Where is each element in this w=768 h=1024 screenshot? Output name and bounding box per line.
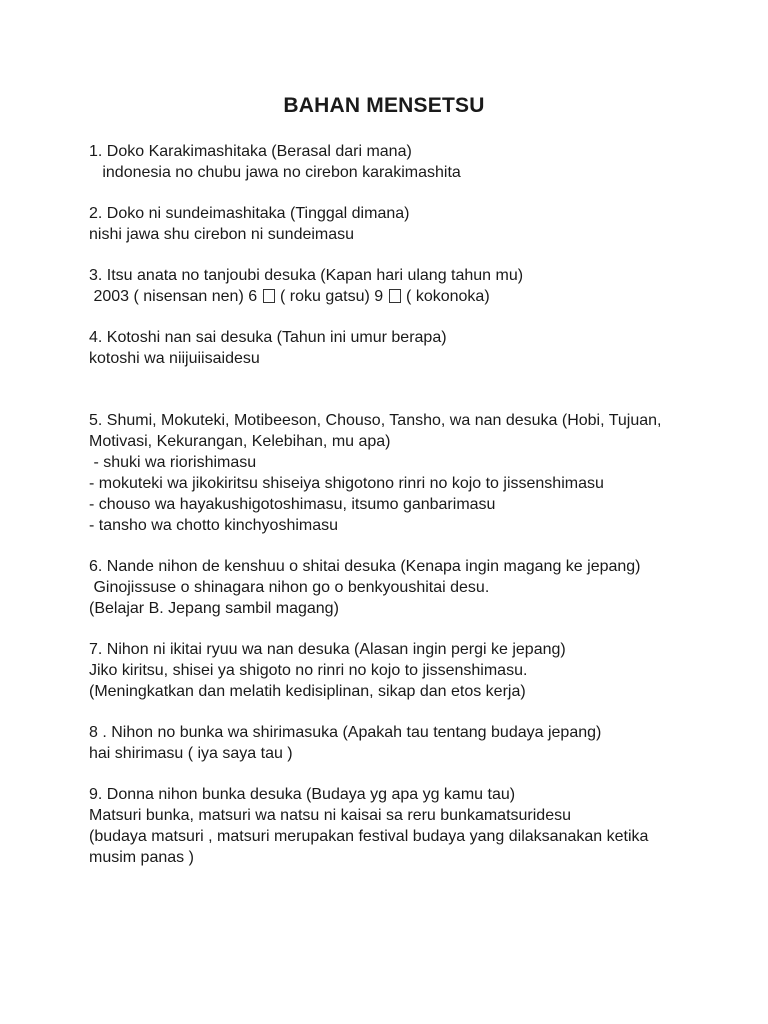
answer-text: Jiko kiritsu, shisei ya shigoto no rinri no kojo to jissenshimasu. [89, 662, 528, 679]
date-part-year-month: 2003 ( nisensan nen) 6 [89, 288, 262, 305]
answer-text: indonesia no chubu jawa no cirebon karakimashita [89, 164, 461, 181]
question-6 [89, 556, 689, 619]
missing-glyph-box-icon [263, 289, 275, 303]
question-text: 4. Kotoshi nan sai desuka (Tahun ini umur berapa) [89, 329, 447, 346]
page-title: BAHAN MENSETSU [283, 94, 485, 117]
answer-text: kotoshi wa niijuiisaidesu [89, 350, 260, 367]
answer-text: nishi jawa shu cirebon ni sundeimasu [89, 226, 355, 243]
document-body [89, 141, 689, 888]
question-text: 8 . Nihon no bunka wa shirimasuka (Apakah tau tentang budaya jepang) [89, 724, 602, 741]
answer-item: - chouso wa hayakushigotoshimasu, itsumo ganbarimasu [89, 496, 496, 513]
question-text: 6. Nande nihon de kenshuu o shitai desuka (Kenapa ingin magang ke jepang) [89, 558, 641, 575]
question-text: 3. Itsu anata no tanjoubi desuka (Kapan hari ulang tahun mu) [89, 267, 524, 284]
question-1 [89, 141, 689, 183]
date-part-day: ( kokonoka) [401, 288, 490, 305]
question-text: 1. Doko Karakimashitaka (Berasal dari mana) [89, 143, 412, 160]
question-4 [89, 327, 689, 369]
question-7 [89, 639, 689, 702]
answer-item: - tansho wa chotto kinchyoshimasu [89, 517, 339, 534]
answer-text: Ginojissuse o shinagara nihon go o benkyoushitai desu. [89, 579, 490, 596]
question-2 [89, 203, 689, 245]
answer-translation: (Belajar B. Jepang sambil magang) [89, 600, 339, 617]
question-text: 2. Doko ni sundeimashitaka (Tinggal dimana) [89, 205, 410, 222]
question-9 [89, 784, 689, 868]
date-part-month-day: ( roku gatsu) 9 [275, 288, 388, 305]
answer-text: hai shirimasu ( iya saya tau ) [89, 745, 293, 762]
question-text: 7. Nihon ni ikitai ryuu wa nan desuka (Alasan ingin pergi ke jepang) [89, 641, 566, 658]
question-text: 9. Donna nihon bunka desuka (Budaya yg apa yg kamu tau) [89, 786, 516, 803]
missing-glyph-box-icon [389, 289, 401, 303]
answer-date-line [89, 286, 689, 307]
answer-translation: (budaya matsuri , matsuri merupakan festival budaya yang dilaksanakan ketika musim panas ) [89, 828, 649, 866]
answer-text: Matsuri bunka, matsuri wa natsu ni kaisai sa reru bunkamatsuridesu [89, 807, 571, 824]
answer-item: - mokuteki wa jikokiritsu shiseiya shigotono rinri no kojo to jissenshimasu [89, 475, 604, 492]
question-8 [89, 722, 689, 764]
question-3 [89, 265, 689, 307]
answer-item: - shuki wa riorishimasu [89, 454, 257, 471]
question-5 [89, 410, 689, 536]
answer-translation: (Meningkatkan dan melatih kedisiplinan, sikap dan etos kerja) [89, 683, 526, 700]
question-text: 5. Shumi, Mokuteki, Motibeeson, Chouso, Tansho, wa nan desuka (Hobi, Tujuan, Motivasi, Kekurangan, Kelebihan, mu apa) [89, 412, 662, 450]
